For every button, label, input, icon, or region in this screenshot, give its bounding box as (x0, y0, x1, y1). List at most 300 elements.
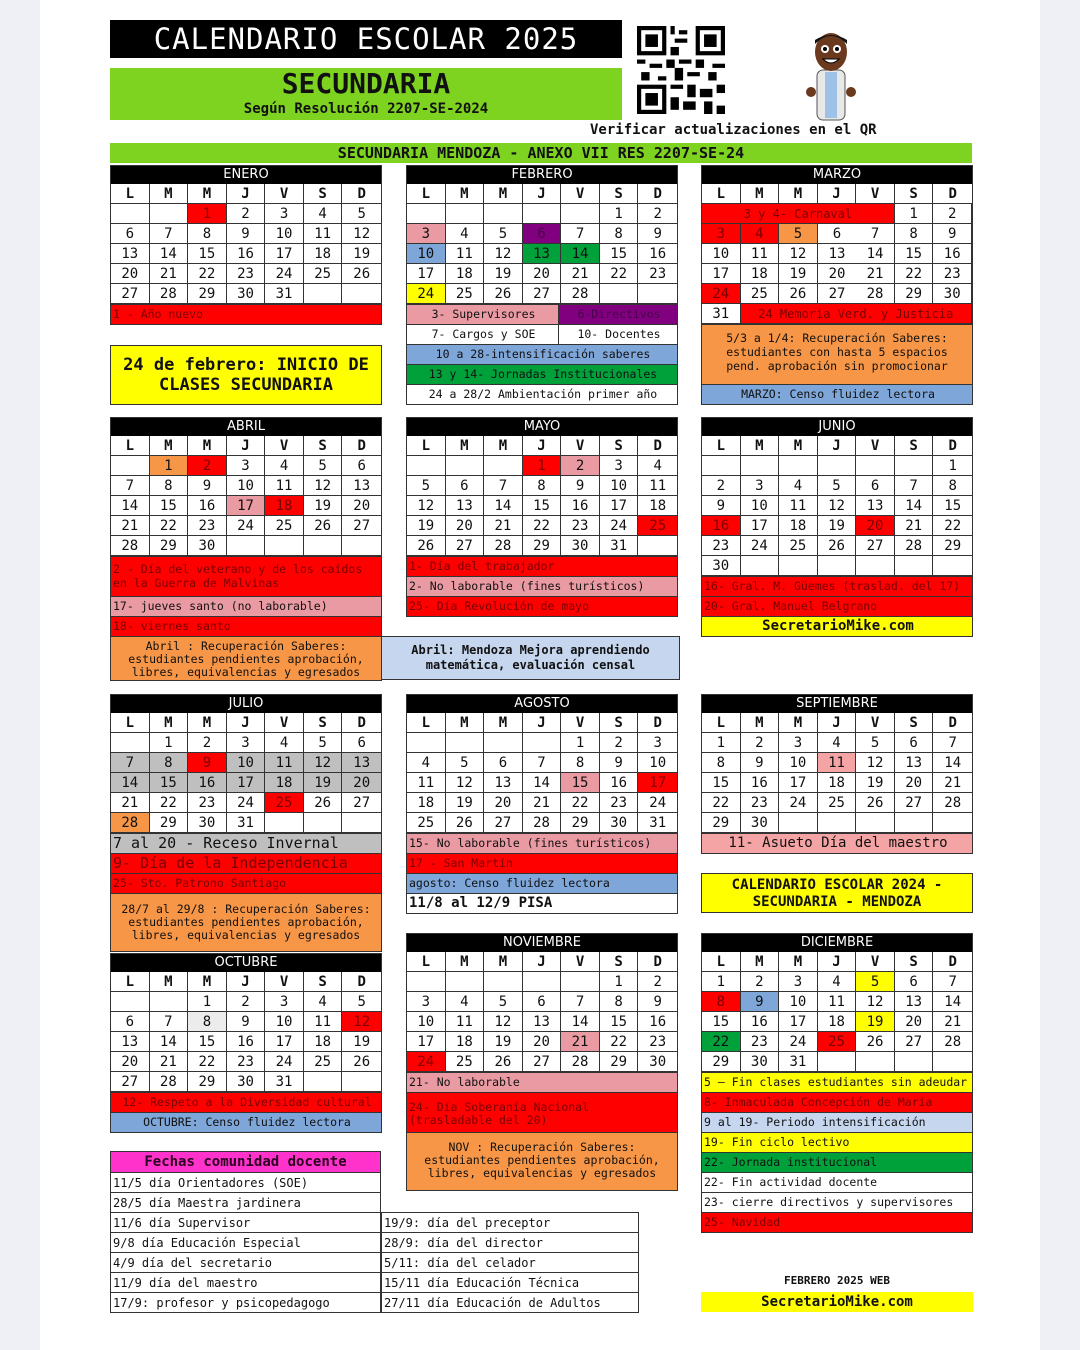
month-abril (110, 417, 382, 681)
day-cell: 15 (150, 773, 189, 793)
day-cell: 28 (561, 284, 600, 304)
month-enero (110, 165, 382, 325)
day-cell: 16 (227, 1032, 266, 1052)
day-cell: 24 (407, 1052, 446, 1072)
weekday-header: S (304, 184, 343, 204)
weekday-header: M (741, 713, 780, 733)
day-cell: 1 (188, 204, 227, 224)
day-cell: 29 (188, 1072, 227, 1092)
empty-cell (523, 733, 562, 753)
day-cell: 13 (111, 244, 150, 264)
day-cell: 4 (304, 204, 343, 224)
weekday-header: L (702, 713, 741, 733)
day-cell: 24 (227, 793, 266, 813)
day-cell: 10 (227, 476, 266, 496)
day-cell: 14 (523, 773, 562, 793)
calendar-grid (111, 184, 381, 304)
day-cell: 16 (638, 244, 677, 264)
day-cell: 7 (933, 733, 972, 753)
calendar-grid (407, 713, 677, 833)
day-cell: 1 (561, 733, 600, 753)
day-cell: 2 (702, 476, 741, 496)
empty-cell (265, 813, 304, 833)
censo-note: agosto: Censo fluidez lectora (407, 873, 677, 893)
day-cell: 6 (111, 1012, 150, 1032)
day-cell: 30 (702, 556, 741, 576)
day-cell: 7 (895, 476, 934, 496)
day-cell: 17 (227, 496, 266, 516)
empty-cell (342, 813, 381, 833)
day-cell: 26 (818, 536, 857, 556)
empty-cell (741, 556, 780, 576)
day-cell: 15 (933, 496, 972, 516)
day-cell: 9 (227, 1012, 266, 1032)
day-cell: 22 (933, 516, 972, 536)
day-cell: 5 (856, 972, 895, 992)
day-cell: 19 (484, 1032, 523, 1052)
day-cell: 27 (523, 1052, 562, 1072)
day-cell: 1 (600, 204, 639, 224)
weekday-header: S (895, 713, 934, 733)
supervisores-note: 3- Supervisores (407, 305, 559, 324)
day-cell: 10 (779, 753, 818, 773)
day-cell: 2 (561, 456, 600, 476)
day-cell: 26 (342, 264, 381, 284)
day-cell: 6 (523, 992, 562, 1012)
day-cell: 22 (702, 793, 741, 813)
weekday-header: M (484, 436, 523, 456)
empty-cell (150, 204, 189, 224)
day-cell: 15 (702, 773, 741, 793)
month-agosto (406, 694, 678, 914)
day-cell: 3 (407, 992, 446, 1012)
footer-site-link[interactable]: SecretarioMike.com (701, 1292, 973, 1312)
day-cell: 11 (779, 496, 818, 516)
day-cell: 31 (638, 813, 677, 833)
day-cell: 8 (523, 476, 562, 496)
day-cell: 3 (265, 204, 304, 224)
fecha-item: 28/5 día Maestra jardinera (111, 1192, 380, 1212)
weekday-header: M (446, 952, 485, 972)
day-cell: 14 (150, 244, 189, 264)
day-cell: 26 (407, 536, 446, 556)
day-cell: 18 (265, 496, 304, 516)
month-junio (701, 417, 973, 637)
day-cell: 30 (638, 1052, 677, 1072)
empty-cell (342, 1072, 381, 1092)
day-cell: 8 (895, 224, 934, 244)
day-cell: 14 (561, 1012, 600, 1032)
empty-cell (484, 972, 523, 992)
weekday-header: M (779, 713, 818, 733)
day-cell: 21 (484, 516, 523, 536)
weekday-header: S (895, 184, 934, 204)
pisa-note: 11/8 al 12/9 PISA (407, 893, 677, 913)
day-cell: 6 (484, 753, 523, 773)
day-cell: 24 (779, 1032, 818, 1052)
month-febrero (406, 165, 678, 405)
day-cell: 12 (856, 992, 895, 1012)
fecha-item: 19/9: día del preceptor (382, 1212, 638, 1232)
month-septiembre (701, 694, 973, 854)
weekday-header: D (933, 952, 972, 972)
day-cell: 22 (188, 264, 227, 284)
asueto-note: 11- Asueto Día del maestro (702, 833, 972, 853)
weekday-header: D (638, 713, 677, 733)
day-cell: 22 (561, 793, 600, 813)
day-cell: 27 (342, 793, 381, 813)
censo-note: OCTUBRE: Censo fluidez lectora (111, 1112, 381, 1132)
day-cell: 30 (227, 1072, 266, 1092)
day-cell: 29 (561, 813, 600, 833)
day-cell: 18 (407, 793, 446, 813)
qr-code-icon[interactable] (634, 26, 728, 114)
weekday-header: D (342, 713, 381, 733)
fecha-item: 17/9: profesor y psicopedagogo (111, 1292, 380, 1312)
day-cell: 3 (227, 733, 266, 753)
site-link[interactable]: SecretarioMike.com (702, 616, 972, 636)
note-row (407, 304, 677, 324)
day-cell: 25 (818, 793, 857, 813)
weekday-header: V (561, 184, 600, 204)
day-cell: 26 (342, 1052, 381, 1072)
day-cell: 20 (446, 516, 485, 536)
day-cell: 8 (561, 753, 600, 773)
calendar-grid (702, 713, 972, 833)
day-cell: 14 (150, 1032, 189, 1052)
day-cell: 28 (150, 1072, 189, 1092)
day-cell: 31 (265, 284, 304, 304)
day-cell: 8 (188, 224, 227, 244)
day-cell: 2 (933, 204, 972, 224)
day-cell: 3 (779, 972, 818, 992)
santiago-note: 25- Sto. Patrono Santiago (111, 873, 381, 893)
day-cell: 12 (856, 753, 895, 773)
day-cell: 15 (702, 1012, 741, 1032)
weekday-header: S (600, 436, 639, 456)
day-cell: 19 (407, 516, 446, 536)
day-cell: 29 (150, 536, 189, 556)
censo-note: MARZO: Censo fluidez lectora (702, 384, 972, 404)
day-cell: 28 (484, 536, 523, 556)
day-cell: 25 (304, 264, 343, 284)
weekday-header: M (188, 436, 227, 456)
day-cell: 27 (895, 793, 934, 813)
day-cell: 22 (600, 1032, 639, 1052)
day-cell: 28 (150, 284, 189, 304)
day-cell: 15 (600, 1012, 639, 1032)
day-cell: 25 (741, 284, 780, 304)
day-cell: 11 (265, 476, 304, 496)
month-title: JUNIO (702, 418, 972, 436)
weekday-header: V (265, 972, 304, 992)
day-cell: 9 (638, 224, 677, 244)
day-cell: 2 (638, 972, 677, 992)
directivos-note: 6-Directivos (559, 305, 677, 324)
day-cell: 17 (741, 516, 780, 536)
section-band: SECUNDARIA MENDOZA - ANEXO VII RES 2207-SE-24 (110, 143, 972, 163)
weekday-header: M (188, 713, 227, 733)
day-cell: 12 (484, 244, 523, 264)
day-cell: 9 (561, 476, 600, 496)
day-cell: 7 (150, 1012, 189, 1032)
day-cell: 30 (188, 536, 227, 556)
day-cell: 29 (523, 536, 562, 556)
day-cell: 7 (523, 753, 562, 773)
day-cell: 17 (265, 1032, 304, 1052)
jornadas-note: 13 y 14- Jornadas Institucionales (407, 364, 677, 384)
day-cell: 20 (895, 1012, 934, 1032)
empty-cell (779, 456, 818, 476)
weekday-header: J (818, 436, 857, 456)
day-cell: 5 (304, 456, 343, 476)
day-cell: 4 (304, 992, 343, 1012)
empty-cell (818, 456, 857, 476)
day-cell: 31 (227, 813, 266, 833)
empty-cell (150, 992, 189, 1012)
weekday-header: V (265, 436, 304, 456)
day-cell: 30 (933, 284, 972, 304)
day-cell: 8 (933, 476, 972, 496)
day-cell: 23 (933, 264, 972, 284)
day-cell: 25 (446, 284, 485, 304)
revolucion-note: 25- Día Revolución de mayo (407, 596, 677, 616)
day-cell: 25 (446, 1052, 485, 1072)
day-cell: 16 (741, 1012, 780, 1032)
day-cell: 24 (227, 516, 266, 536)
day-cell: 23 (638, 1032, 677, 1052)
day-cell: 3 (702, 224, 741, 244)
day-cell: 1 (600, 972, 639, 992)
calendar-grid (111, 436, 381, 556)
navidad-note: 25- Navidad (702, 1212, 972, 1232)
weekday-header: J (818, 184, 857, 204)
viernes-santo-note: 18- viernes santo (111, 616, 381, 636)
empty-cell (818, 556, 857, 576)
month-title: ENERO (111, 166, 381, 184)
day-cell: 19 (856, 1012, 895, 1032)
empty-cell (818, 813, 857, 833)
empty-cell (561, 204, 600, 224)
month-julio (110, 694, 382, 952)
weekday-header: S (304, 713, 343, 733)
day-cell: 30 (561, 536, 600, 556)
empty-cell (561, 972, 600, 992)
day-cell: 20 (111, 1052, 150, 1072)
day-cell: 26 (446, 813, 485, 833)
day-cell: 11 (638, 476, 677, 496)
weekday-header: S (600, 184, 639, 204)
verify-qr-text: Verificar actualizaciones en el QR (590, 122, 877, 138)
empty-cell (856, 1052, 895, 1072)
day-cell: 16 (933, 244, 972, 264)
month-noviembre (406, 933, 678, 1191)
calendar-grid (702, 952, 972, 1072)
day-cell: 10 (265, 1012, 304, 1032)
day-cell: 9 (227, 224, 266, 244)
day-cell: 16 (600, 773, 639, 793)
day-cell: 6 (856, 476, 895, 496)
day-cell: 12 (342, 1012, 381, 1032)
day-cell: 1 (933, 456, 972, 476)
day-cell: 10 (407, 244, 446, 264)
day-cell: 2 (188, 456, 227, 476)
day-cell: 23 (741, 793, 780, 813)
day-cell: 7 (484, 476, 523, 496)
day-cell: 7 (933, 972, 972, 992)
day-cell: 12 (304, 476, 343, 496)
day-cell: 20 (818, 264, 857, 284)
recuperacion-note: 28/7 al 29/8 : Recuperación Saberes: estudiantes pendientes aprobación, libres, equivalencias y egresados (111, 893, 381, 951)
day-cell: 2 (188, 733, 227, 753)
weekday-header: J (227, 436, 266, 456)
page-title: CALENDARIO ESCOLAR 2025 (110, 20, 622, 58)
fechas-docentes-left (110, 1151, 381, 1313)
day-cell: 19 (342, 244, 381, 264)
day-cell: 31 (600, 536, 639, 556)
day-cell: 7 (561, 224, 600, 244)
belgrano-note: 20- Gral. Manuel Belgrano (702, 596, 972, 616)
calendar-grid (407, 952, 677, 1072)
weekday-header: S (895, 436, 934, 456)
day-cell: 21 (150, 1052, 189, 1072)
fechas-title: Fechas comunidad docente (111, 1152, 380, 1172)
day-cell: 1 (523, 456, 562, 476)
fecha-item: 11/9 día del maestro (111, 1272, 380, 1292)
day-cell: 13 (484, 773, 523, 793)
fecha-item: 27/11 día Educación de Adultos (382, 1292, 638, 1312)
day-cell: 21 (895, 516, 934, 536)
empty-cell (933, 556, 972, 576)
no-laborable-note: 15- No laborable (fines turísticos) (407, 833, 677, 853)
day-cell: 26 (856, 793, 895, 813)
day-cell: 21 (561, 1032, 600, 1052)
empty-cell (895, 456, 934, 476)
soberania-note: 24- Día Soberanía Nacional (trasladable del 20) (407, 1092, 677, 1132)
weekday-header: M (446, 713, 485, 733)
day-cell: 13 (523, 244, 562, 264)
weekday-header: L (111, 972, 150, 992)
day-cell: 8 (150, 753, 189, 773)
cierre-note: 23- cierre directivos y supervisores (702, 1192, 972, 1212)
day-cell: 18 (779, 516, 818, 536)
day-cell: 3 (600, 456, 639, 476)
day-cell: 26 (484, 1052, 523, 1072)
day-cell: 4 (446, 992, 485, 1012)
day-cell: 26 (484, 284, 523, 304)
holiday-note: 1 - Año nuevo (111, 304, 381, 324)
day-cell: 8 (702, 992, 741, 1012)
weekday-header: D (933, 713, 972, 733)
day-cell: 29 (933, 536, 972, 556)
fechas-docentes-right (381, 1212, 639, 1313)
fecha-item: 11/6 día Supervisor (111, 1212, 380, 1232)
malvinas-note: 2 - Día del veterano y de los caídos en la Guerra de Malvinas (111, 556, 381, 596)
day-cell: 14 (484, 496, 523, 516)
fin-clases-note: 5 – Fin clases estudiantes sin adeudar (702, 1072, 972, 1092)
day-cell: 13 (818, 244, 857, 264)
ambientacion-note: 24 a 28/2 Ambientación primer año (407, 384, 677, 404)
day-cell: 9 (933, 224, 972, 244)
weekday-header: D (933, 184, 972, 204)
day-cell: 24 (265, 264, 304, 284)
docentes-note: 10- Docentes (577, 327, 661, 341)
day-cell: 3 (227, 456, 266, 476)
day-cell: 12 (484, 1012, 523, 1032)
day-cell: 20 (523, 264, 562, 284)
weekday-header: M (446, 184, 485, 204)
day-cell: 27 (111, 1072, 150, 1092)
day-cell: 10 (227, 753, 266, 773)
day-cell: 18 (304, 244, 343, 264)
recuperacion-note: NOV : Recuperación Saberes: estudiantes pendientes aprobación, libres, equivalencias y egresados (407, 1132, 677, 1190)
calendar-grid (407, 436, 677, 556)
day-cell: 6 (895, 733, 934, 753)
mendoza-mejora-note: Abril: Mendoza Mejora aprendiendo matemática, evaluación censal (381, 636, 680, 680)
month-octubre (110, 953, 382, 1133)
day-cell: 20 (342, 773, 381, 793)
weekday-header: D (933, 436, 972, 456)
day-cell: 1 (150, 733, 189, 753)
day-cell: 23 (638, 264, 677, 284)
weekday-header: L (111, 184, 150, 204)
day-cell: 22 (150, 516, 189, 536)
weekday-header: M (741, 436, 780, 456)
day-cell: 19 (446, 793, 485, 813)
weekday-header: D (638, 436, 677, 456)
day-cell: 16 (741, 773, 780, 793)
day-cell: 2 (600, 733, 639, 753)
weekday-header: L (702, 436, 741, 456)
day-cell: 1 (895, 204, 934, 224)
day-cell: 8 (600, 992, 639, 1012)
fecha-item: 4/9 día del secretario (111, 1252, 380, 1272)
day-cell: 31 (779, 1052, 818, 1072)
month-title: NOVIEMBRE (407, 934, 677, 952)
day-cell: 25 (304, 1052, 343, 1072)
empty-cell (227, 536, 266, 556)
day-cell: 8 (702, 753, 741, 773)
weekday-header: V (856, 436, 895, 456)
day-cell: 18 (818, 773, 857, 793)
day-cell: 13 (895, 992, 934, 1012)
receso-note: 7 al 20 - Receso Invernal (111, 833, 381, 853)
day-cell: 8 (600, 224, 639, 244)
empty-cell (304, 1072, 343, 1092)
day-cell: 4 (779, 476, 818, 496)
fecha-item: 5/11: día del celador (382, 1252, 638, 1272)
weekday-header: V (265, 713, 304, 733)
day-cell: 22 (895, 264, 934, 284)
calendar-grid (111, 713, 381, 833)
day-cell: 19 (856, 773, 895, 793)
day-cell: 14 (856, 244, 895, 264)
weekday-header: V (561, 713, 600, 733)
day-cell: 6 (446, 476, 485, 496)
day-cell: 5 (446, 753, 485, 773)
inicio-clases-banner: 24 de febrero: INICIO DE CLASES SECUNDARIA (110, 345, 382, 405)
day-cell: 18 (446, 1032, 485, 1052)
day-cell: 26 (304, 516, 343, 536)
day-cell: 24 (600, 516, 639, 536)
empty-cell (856, 813, 895, 833)
day-cell: 5 (484, 224, 523, 244)
day-cell: 24 (638, 793, 677, 813)
day-cell: 5 (484, 992, 523, 1012)
day-cell: 23 (741, 1032, 780, 1052)
day-cell: 19 (342, 1032, 381, 1052)
day-cell: 2 (227, 992, 266, 1012)
